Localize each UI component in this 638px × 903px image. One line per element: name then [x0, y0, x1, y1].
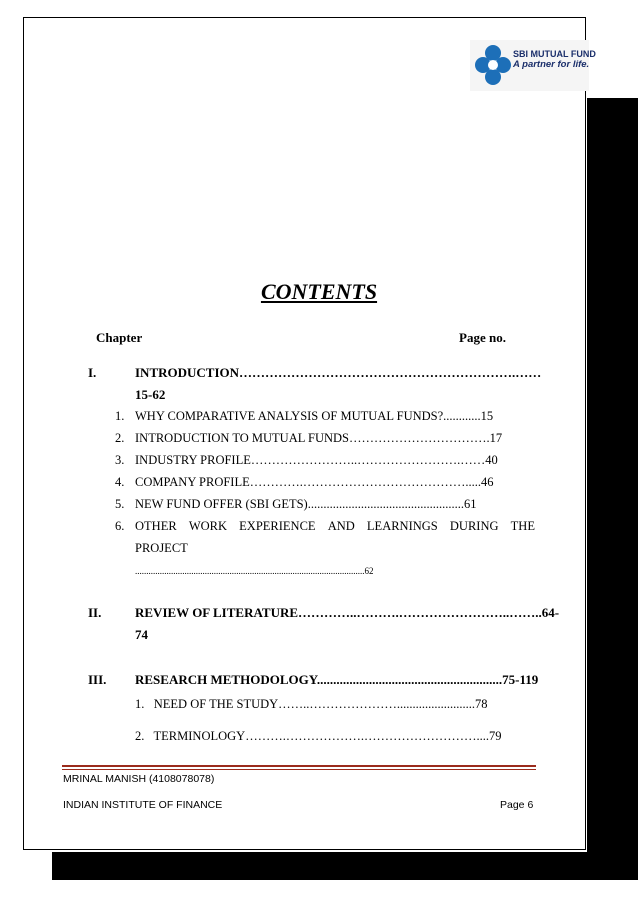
chapter-header: Chapter [96, 330, 143, 345]
item-6-word: DURING [449, 519, 499, 533]
section-3-numeral: III. [88, 672, 107, 687]
item-6-word: LEARNINGS [366, 519, 438, 533]
research-item-2-text: TERMINOLOGY……….……………….………………………....79 [153, 729, 502, 743]
item-3-number: 3. [115, 453, 125, 467]
footer-institute: INDIAN INSTITUTE OF FINANCE [63, 799, 223, 811]
item-6-word: AND [327, 519, 355, 533]
item-6-word: THE [510, 519, 535, 533]
item-6-word: WORK [188, 519, 228, 533]
item-3-text: INDUSTRY PROFILE……………………..…………………….……40 [135, 453, 498, 467]
research-item-2 [135, 729, 501, 744]
footer-rule [62, 765, 536, 767]
page-shadow-bottom [52, 852, 638, 880]
sbi-mutual-fund-logo [470, 40, 596, 91]
item-6-number: 6. [115, 519, 125, 533]
research-item-1 [135, 697, 488, 712]
item-4-number: 4. [115, 475, 125, 489]
item-6-line-2: PROJECT [135, 541, 188, 555]
item-6-word: OTHER [135, 519, 177, 533]
item-1-text: WHY COMPARATIVE ANALYSIS OF MUTUAL FUNDS?............15 [135, 409, 494, 423]
item-6-word: EXPERIENCE [239, 519, 316, 533]
item-1-number: 1. [115, 409, 125, 423]
research-item-2-number: 2. [135, 729, 145, 743]
footer-page-number: Page 6 [500, 799, 534, 811]
item-2-text: INTRODUCTION TO MUTUAL FUNDS…………………………….17 [135, 431, 503, 445]
footer-author: MRINAL MANISH (4108078078) [63, 773, 215, 785]
page-no-header: Page no. [459, 330, 506, 345]
item-6-line-1 [135, 519, 535, 534]
item-4-text: COMPANY PROFILE………….………………………………….....46 [135, 475, 494, 489]
logo-line-1: SBI MUTUAL FUND [513, 49, 596, 59]
section-1-numeral: I. [88, 365, 97, 380]
section-3-title: RESEARCH METHODOLOGY.........................................................75-119 [135, 672, 539, 687]
page-shadow-right [587, 98, 638, 880]
section-2-pages: 74 [135, 627, 148, 642]
footer-rule-thin [62, 769, 536, 770]
research-item-1-text: NEED OF THE STUDY……..………………….........................78 [153, 697, 488, 711]
section-2-title: REVIEW OF LITERATURE…………..……….……………………..……..64- [135, 605, 560, 620]
item-6-line-3: ......................................................................................................62 [135, 566, 374, 576]
section-1-pages: 15-62 [135, 387, 166, 402]
item-5-number: 5. [115, 497, 125, 511]
logo-line-2: A partner for life. [513, 59, 590, 70]
page-title: CONTENTS [260, 279, 378, 304]
research-item-1-number: 1. [135, 697, 145, 711]
sbi-clover-icon [474, 44, 512, 86]
section-2-numeral: II. [88, 605, 102, 620]
section-1-title: INTRODUCTION……………………………………………………….…… [135, 365, 542, 380]
item-2-number: 2. [115, 431, 125, 445]
item-5-text: NEW FUND OFFER (SBI GETS)..................................................61 [135, 497, 477, 511]
